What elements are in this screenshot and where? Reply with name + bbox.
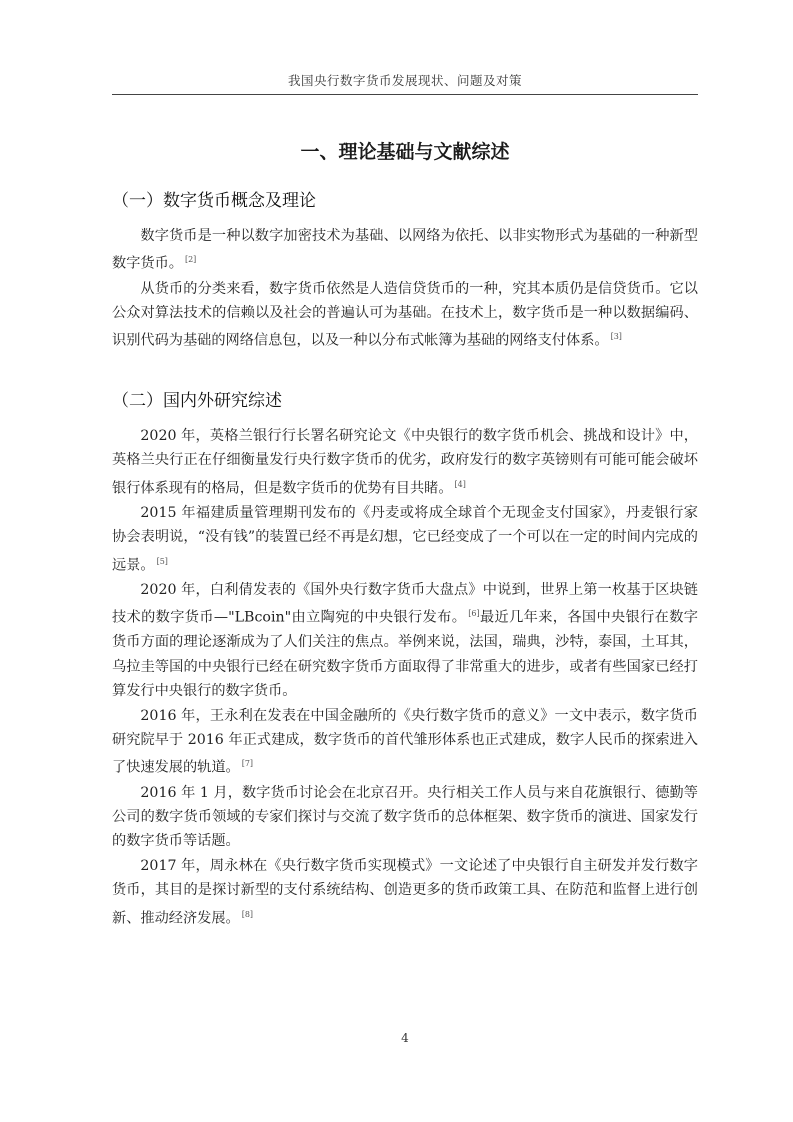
paragraph-text: 从货币的分类来看，数字货币依然是人造信贷货币的一种，究其本质仍是信贷货币。它以公众对算法技术的信赖以及社会的普遍认可为基础。在技术上，数字货币是一种以数据编码、识别代码为基础的网络信息包，以及一种以分布式帐簿为基础的网络支付体系。: [112, 280, 698, 350]
running-header: 我国央行数字货币发展现状、问题及对策: [287, 73, 522, 88]
page-number: 4: [401, 1031, 409, 1045]
paragraph-text-continued: 最近几年来，各国中央银行在数字货币方面的理论逐渐成为了人们关注的焦点。举例来说，法国，瑞典，沙特，泰国，土耳其，乌拉圭等国的中央银行已经在研究数字货币方面取得了非常重大的进步，或者有些国家已经打算发行中央银行的数字货币。: [112, 610, 698, 700]
chapter-title: 一、理论基础与文献综述: [300, 141, 510, 163]
paragraph-text: 2016 年 1 月，数字货币讨论会在北京召开。央行相关工作人员与来自花旗银行、德勤等公司的数字货币领域的专家们探讨与交流了数字货币的总体框架、数字货币的演进、国家发行的数字货币等话题。: [112, 784, 698, 850]
paragraph: [112, 224, 698, 277]
paragraph: [112, 277, 698, 354]
paragraph: [112, 578, 698, 704]
paragraph: [112, 854, 698, 931]
paragraph: [112, 501, 698, 578]
section-concept: [112, 188, 698, 354]
section-heading: （二）国内外研究综述: [112, 391, 282, 411]
section-heading: （一）数字货币概念及理论: [112, 191, 316, 211]
citation-marker: [6]: [468, 609, 480, 619]
citation-marker: [3]: [610, 332, 622, 342]
paragraph-text: 2015 年福建质量管理期刊发布的《丹麦或将成全球首个无现金支付国家》，丹麦银行家协会表明说，“没有钱”的装置已经不再是幻想，它已经变成了一个可以在一定的时间内完成的远景。: [112, 504, 698, 574]
paragraph: [112, 781, 698, 854]
paragraph: [112, 424, 698, 501]
paragraph: [112, 704, 698, 781]
citation-marker: [2]: [184, 255, 197, 265]
paragraph-text: 2016 年，王永利在发表在中国金融所的《央行数字货币的意义》一文中表示，数字货币研究院早于 2016 年正式建成，数字货币的首代雏形体系也正式建成，数字人民币的探索进入了快速发展的轨道。: [112, 707, 698, 777]
section-review: [112, 388, 698, 931]
citation-marker: [8]: [241, 909, 254, 919]
paragraph-text: 2020 年，白利倩发表的《国外央行数字货币大盘点》中说到，世界上第一枚基于区块链技术的数字货币—"LBcoin"由立陶宛的中央银行发布。: [112, 581, 698, 627]
paragraph-text: 2017 年，周永林在《央行数字货币实现模式》一文论述了中央银行自主研发并发行数字货币，其目的是探讨新型的支付系统结构、创造更多的货币政策工具、在防范和监督上进行创新、推动经济发展。: [112, 857, 698, 927]
header-rule: [112, 94, 698, 95]
citation-marker: [7]: [241, 759, 254, 769]
citation-marker: [4]: [454, 479, 466, 489]
paragraph-text: 2020 年，英格兰银行行长署名研究论文《中央银行的数字货币机会、挑战和设计》中，英格兰央行正在仔细衡量发行央行数字货币的优劣，政府发行的数字英镑则有可能可能会破坏银行体系现有的格局，但是数字货币的优势有目共睹。: [112, 428, 698, 497]
citation-marker: [5]: [156, 556, 168, 566]
paragraph-text: 数字货币是一种以数字加密技术为基础、以网络为依托、以非实物形式为基础的一种新型数字货币。: [112, 228, 698, 273]
